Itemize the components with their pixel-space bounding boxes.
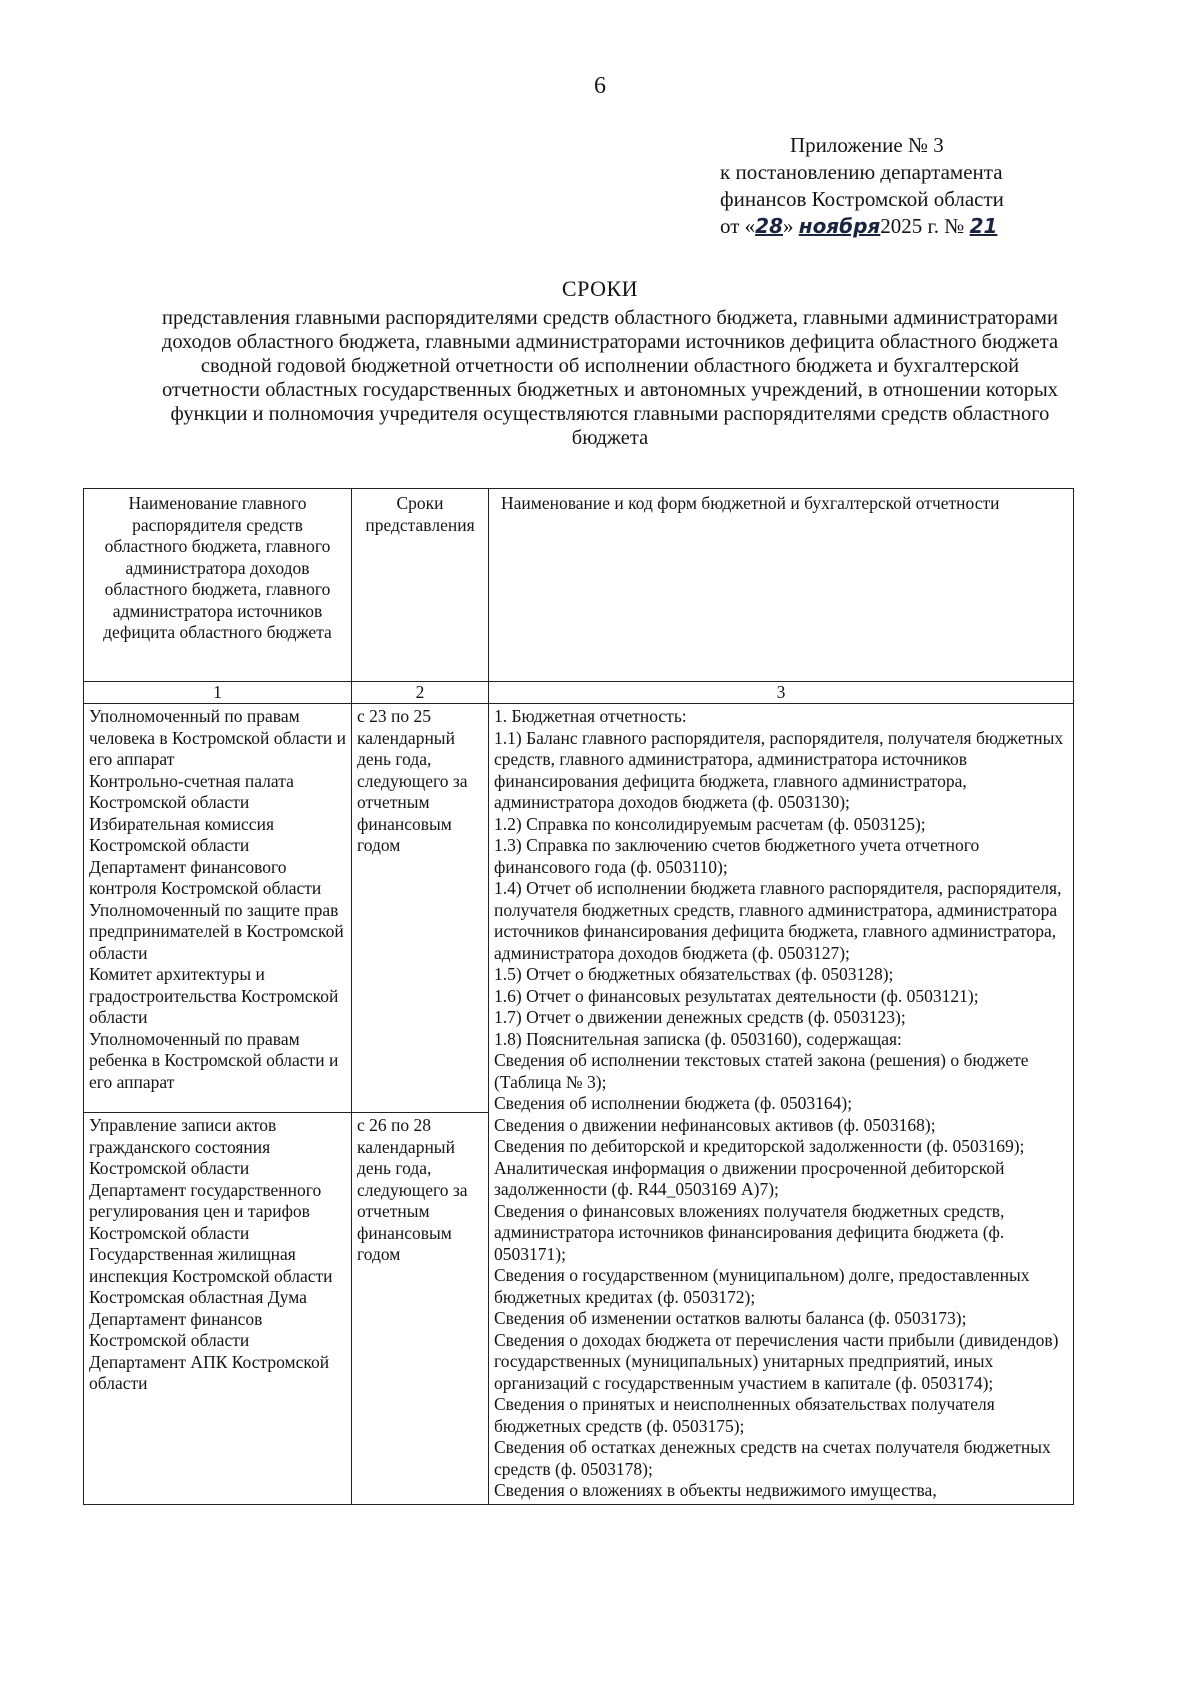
- forms-list-cell: [489, 704, 1074, 1505]
- form-item: Сведения о доходах бюджета от перечисления части прибыли (дивидендов) государственных (муниципальных) унитарных предприятий, иных организаций с государственным участием в капитале (ф. 0503174);: [494, 1329, 1059, 1393]
- document-title: СРОКИ: [561, 276, 639, 301]
- date-mid: »: [783, 214, 799, 238]
- appendix-date-line: [720, 213, 1040, 240]
- document-subtitle: представления главными распорядителями средств областного бюджета, главными администраторами доходов областного бюджета, главными администраторами источников дефицита областного бюджета сводной годовой бюджетной отчетности об исполнении областного бюджета и бухгалтерской отчетности областных государственных бюджетных и автономных учреждений, в отношении которых функции и полномочия учредителя осуществляются главными распорядителями средств областного бюджета: [161, 307, 1059, 449]
- appendix-decree-line: к постановлению департамента: [720, 160, 1003, 184]
- form-item: Сведения о государственном (муниципальном) долге, предоставленных бюджетных кредитах (ф. 0503172);: [494, 1265, 1030, 1307]
- doc-number-handwritten: 21: [969, 214, 998, 238]
- appendix-department-line: финансов Костромской области: [720, 187, 1004, 211]
- organization-item: Управление записи актов гражданского состояния Костромской области: [89, 1115, 277, 1178]
- date-year: 2025 г. №: [880, 214, 970, 238]
- header-deadline: Сроки представления: [352, 489, 489, 682]
- form-item: 1.7) Отчет о движении денежных средств (ф. 0503123);: [494, 1007, 906, 1027]
- form-item: 1. Бюджетная отчетность:: [494, 706, 687, 726]
- organization-item: Комитет архитектуры и градостроительства Костромской области: [89, 964, 339, 1027]
- form-item: 1.1) Баланс главного распорядителя, распорядителя, получателя бюджетных средств, главного администратора, администратора источников финансирования дефицита бюджета, главного администратора, администратора доходов бюджета (ф. 0503130);: [494, 727, 1064, 812]
- form-item: 1.8) Пояснительная записка (ф. 0503160), содержащая:: [494, 1028, 902, 1049]
- deadlines-table: [83, 488, 1074, 1505]
- organizations-group-1: [84, 704, 352, 1113]
- organization-item: Департамент АПК Костромской области: [89, 1351, 330, 1393]
- form-item: Сведения об исполнении бюджета (ф. 0503164);: [494, 1093, 853, 1113]
- header-organization: Наименование главного распорядителя средств областного бюджета, главного администратора доходов областного бюджета, главного администратора источников дефицита областного бюджета: [84, 489, 352, 682]
- form-item: Сведения о вложениях в объекты недвижимого имущества,: [494, 1480, 937, 1500]
- form-item: 1.3) Справка по заключению счетов бюджетного учета отчетного финансового года (ф. 0503110);: [494, 835, 980, 877]
- column-number-row: [84, 682, 1074, 704]
- form-item: 1.2) Справка по консолидируемым расчетам (ф. 0503125);: [494, 813, 926, 834]
- form-item: 1.6) Отчет о финансовых результатах деятельности (ф. 0503121);: [494, 985, 979, 1006]
- form-item: Аналитическая информация о движении просроченной дебиторской задолженности (ф. R44_0503169 А)7);: [494, 1157, 1005, 1199]
- organization-item: Контрольно-счетная палата Костромской области: [89, 770, 294, 812]
- form-item: Сведения о финансовых вложениях получателя бюджетных средств, администратора источников финансирования дефицита бюджета (ф. 0503171);: [494, 1200, 1005, 1264]
- organization-item: Департамент финансового контроля Костромской области: [89, 856, 322, 898]
- form-item: Сведения об исполнении текстовых статей закона (решения) о бюджете (Таблица № 3);: [494, 1050, 1029, 1092]
- organization-item: Избирательная комиссия Костромской области: [89, 813, 274, 855]
- form-item: 1.4) Отчет об исполнении бюджета главного распорядителя, распорядителя, получателя бюджетных средств, главного администратора, администратора источников финансирования дефицита бюджета, главного администратора, администратора доходов бюджета (ф. 0503127);: [494, 878, 1062, 963]
- organization-item: Уполномоченный по правам человека в Костромской области и его аппарат: [89, 706, 346, 769]
- deadline-group-1: с 23 по 25 календарный день года, следующего за отчетным финансовым годом: [352, 704, 489, 1113]
- header-forms: Наименование и код форм бюджетной и бухгалтерской отчетности: [489, 489, 1074, 682]
- column-number: 3: [489, 682, 1074, 704]
- form-item: Сведения об изменении остатков валюты баланса (ф. 0503173);: [494, 1308, 967, 1328]
- deadline-group-2: с 26 по 28 календарный день года, следующего за отчетным финансовым годом: [352, 1113, 489, 1505]
- date-month-handwritten: ноября: [798, 214, 881, 238]
- date-day-handwritten: 28: [755, 214, 783, 238]
- organizations-group-2: [84, 1113, 352, 1505]
- form-item: Сведения по дебиторской и кредиторской задолженности (ф. 0503169);: [494, 1136, 1025, 1156]
- organization-item: Костромская областная Дума: [89, 1287, 307, 1307]
- form-item: Сведения о принятых и неисполненных обязательствах получателя бюджетных средств (ф. 0503175);: [494, 1394, 995, 1436]
- column-number: 1: [84, 682, 352, 704]
- appendix-title: Приложение № 3: [790, 133, 944, 157]
- organization-item: Уполномоченный по правам ребенка в Костромской области и его аппарат: [89, 1028, 339, 1092]
- organization-item: Государственная жилищная инспекция Костромской области: [89, 1244, 333, 1286]
- form-item: 1.5) Отчет о бюджетных обязательствах (ф. 0503128);: [494, 964, 894, 984]
- appendix-header: [720, 132, 1040, 240]
- date-prefix: от «: [720, 214, 756, 238]
- organization-item: Департамент финансов Костромской области: [89, 1308, 263, 1350]
- page-number: 6: [594, 73, 606, 99]
- organization-item: Уполномоченный по защите прав предпринимателей в Костромской области: [89, 899, 344, 963]
- form-item: Сведения о движении нефинансовых активов (ф. 0503168);: [494, 1114, 936, 1135]
- table-header-row: [84, 489, 1074, 682]
- table-row: [84, 704, 1074, 1113]
- column-number: 2: [352, 682, 489, 704]
- organization-item: Департамент государственного регулирования цен и тарифов Костромской области: [89, 1179, 322, 1243]
- form-item: Сведения об остатках денежных средств на счетах получателя бюджетных средств (ф. 0503178);: [494, 1437, 1051, 1479]
